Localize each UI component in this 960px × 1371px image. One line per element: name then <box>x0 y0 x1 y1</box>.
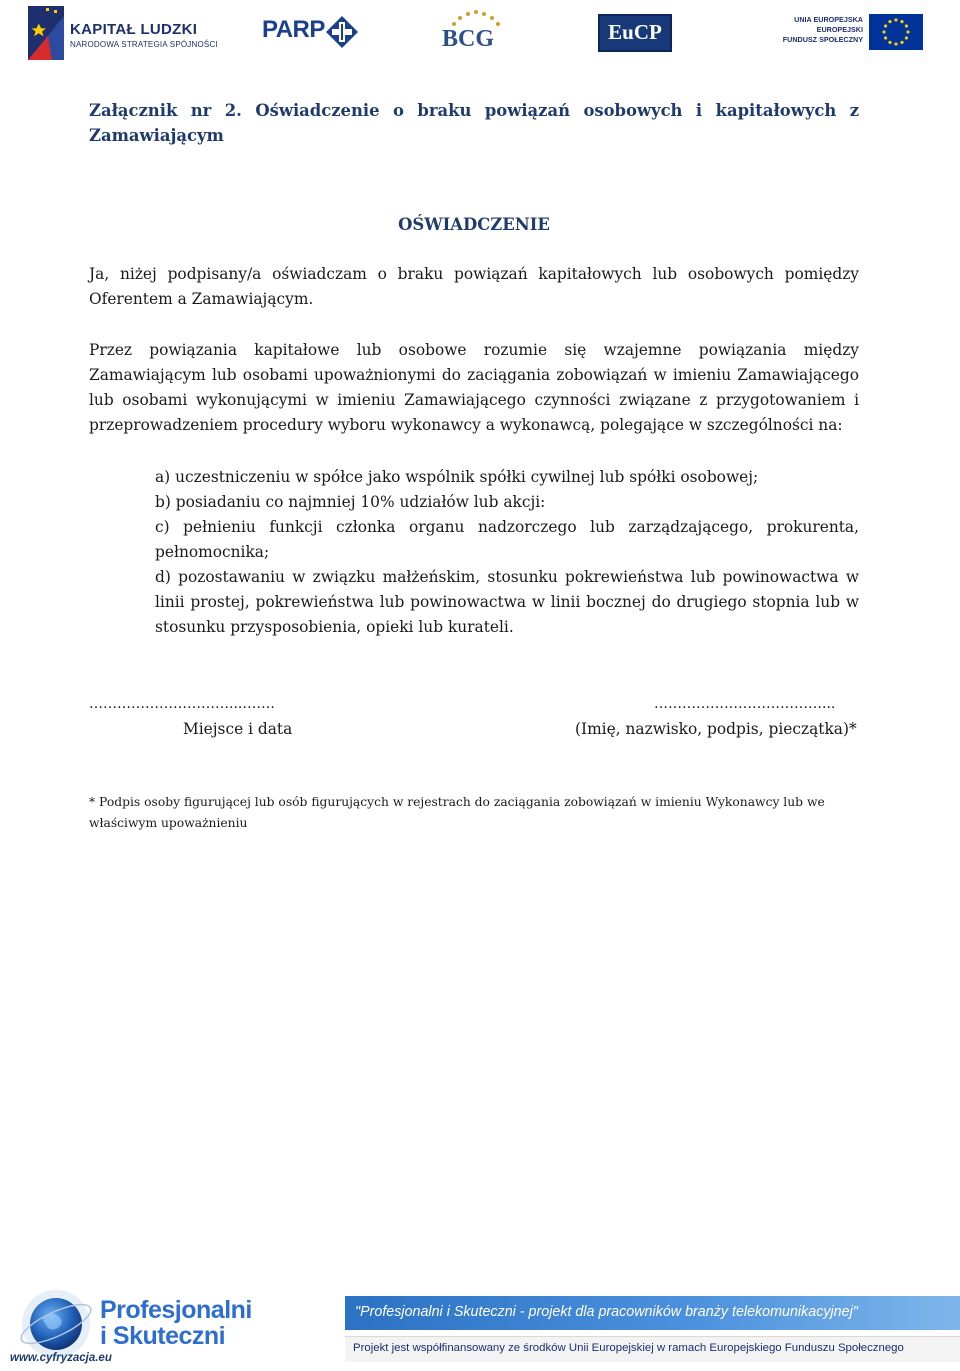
parp-mark-icon <box>326 16 358 48</box>
list-item: b) posiadaniu co najmniej 10% udziałów lub akcji: <box>155 493 546 511</box>
project-url: www.cyfryzacja.eu <box>10 1352 112 1364</box>
parp-logo-text: PARP <box>262 16 325 43</box>
eu-logo-line3: FUNDUSZ SPOŁECZNY <box>782 35 863 44</box>
project-logo <box>0 1272 345 1371</box>
list-item: a) uczestniczeniu w spółce jako wspólnik spółki cywilnej lub spółki osobowej; <box>155 468 759 486</box>
signature-line: ………………………………... <box>654 696 836 712</box>
place-date-label: Miejsce i data <box>183 720 293 738</box>
eu-logo-text <box>783 15 863 45</box>
signature-label: (Imię, nazwisko, podpis, pieczątka)* <box>575 720 857 738</box>
definition-paragraph: Przez powiązania kapitałowe lub osobowe rozumie się wzajemne powiązania między Zamawiającym lub osobami upoważnionymi do zaciągania zobowiązań w imieniu Zamawiającego lub osobami wykonującymi w imieniu Zamawiającego czynności związane z przygotowaniem i przeprowadzeniem procedury wyboru wykonawcy a wykonawcą, polegające w szczególności na: <box>89 341 859 434</box>
statement-paragraph: Ja, niżej podpisany/a oświadczam o braku powiązań kapitałowych lub osobowych pomiędzy Oferentem a Zamawiającym. <box>89 265 859 308</box>
eu-logo-line1: UNIA EUROPEJSKA <box>794 15 863 24</box>
parp-logo <box>262 14 362 54</box>
banner-cofinancing-bar <box>345 1336 960 1362</box>
relationship-list <box>155 465 859 640</box>
globe-icon <box>12 1282 96 1362</box>
eu-logo-line2: EUROPEJSKI <box>816 25 863 34</box>
footnote: * Podpis osoby figurującej lub osób figurujących w rejestrach do zaciągania zobowiązań w imieniu Wykonawcy lub we właściwym upoważnieniu <box>89 795 825 830</box>
list-item: c) pełnieniu funkcji członka organu nadzorczego lub zarządzającego, prokurenta, pełnomocnika; <box>155 518 859 561</box>
kapital-ludzki-subtitle: NARODOWA STRATEGIA SPÓJNOŚCI <box>70 40 218 49</box>
banner-tagline-bar <box>345 1296 960 1330</box>
document-title: OŚWIADCZENIE <box>398 215 550 234</box>
eucp-logo <box>598 14 672 52</box>
project-logo-line1: Profesjonalni <box>100 1296 252 1324</box>
kapital-ludzki-logo <box>28 6 218 62</box>
kapital-ludzki-mark-icon <box>28 6 64 60</box>
header-logos <box>0 0 960 70</box>
banner-tagline: "Profesjonalni i Skuteczni - projekt dla pracowników branży telekomunikacyjnej" <box>355 1304 858 1320</box>
banner-cofinancing: Projekt jest współfinansowany ze środków Unii Europejskiej w ramach Europejskiego Funduszu Społecznego <box>353 1342 904 1354</box>
eu-flag-icon <box>869 14 923 50</box>
place-date-line: …………………………...……. <box>89 696 275 712</box>
eucp-logo-text: EuCP <box>608 20 662 44</box>
bcg-logo <box>440 10 510 56</box>
kapital-ludzki-title: KAPITAŁ LUDZKI <box>70 21 198 38</box>
annex-heading: Załącznik nr 2. Oświadczenie o braku powiązań osobowych i kapitałowych z Zamawiającym <box>89 101 859 145</box>
footer-banner <box>0 1272 960 1371</box>
list-item: d) pozostawaniu w związku małżeńskim, stosunku pokrewieństwa lub powinowactwa w linii prostej, pokrewieństwa lub powinowactwa w linii bocznej do drugiego stopnia lub w stosunku przysposobienia, opieki lub kurateli. <box>155 568 859 636</box>
project-logo-line2: i Skuteczni <box>100 1322 226 1350</box>
eu-logo <box>783 14 923 52</box>
bcg-logo-text: BCG <box>442 26 495 52</box>
